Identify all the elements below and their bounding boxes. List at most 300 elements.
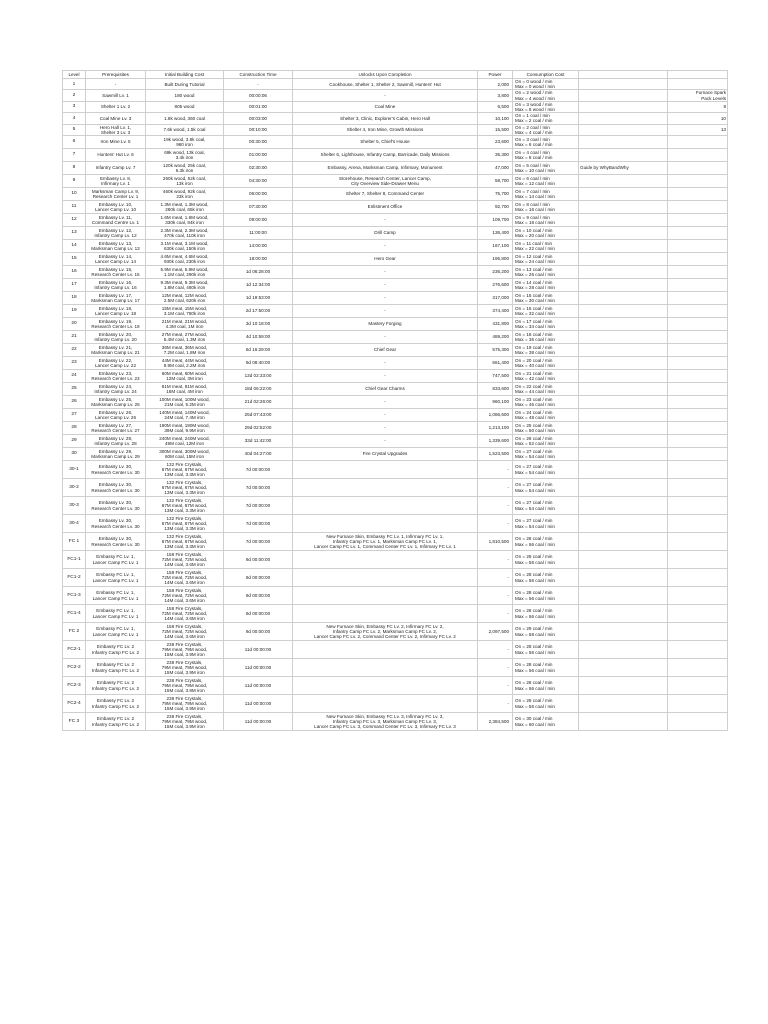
cell-construction-time: 9d 00:00:00 xyxy=(224,551,293,569)
cell-construction-time: 18d 06:22:00 xyxy=(224,383,293,396)
cell-consumption: On = 27 coal / min Max = 54 coal / min xyxy=(513,448,579,461)
cell-prerequisites: Embassy Lv. 24, Infantry Camp Lv. 24 xyxy=(86,383,146,396)
cell-power: - xyxy=(478,479,513,497)
cell-level: 2 xyxy=(63,90,86,101)
cell-level: 10 xyxy=(63,188,86,201)
cell-power: 575,300 xyxy=(478,344,513,357)
cell-spark-pack xyxy=(668,292,728,305)
cell-building-cost: 44M meat, 44M wood, 8.9M coal, 2.2M iron xyxy=(146,357,224,370)
cell-building-cost: 238 Fire Crystals, 79M meat, 79M wood, 15M coal, 3.9M iron xyxy=(146,641,224,659)
cell-prerequisites: Embassy Lv. 11, Command Centre Lv. 1 xyxy=(86,214,146,227)
cell-prerequisites: Hero Hall Lv. 1, Shelter 3 Lv. 3 xyxy=(86,124,146,135)
cell-power: 833,600 xyxy=(478,383,513,396)
cell-construction-time: 7d 00:00:00 xyxy=(224,479,293,497)
cell-prerequisites: Embassy Lv. 18, Lancer Camp Lv. 18 xyxy=(86,305,146,318)
cell-notes xyxy=(579,569,668,587)
cell-level: 3 xyxy=(63,101,86,112)
cell-building-cost: 2.3M meat, 2.3M wood, 470k coal, 110k iron xyxy=(146,227,224,240)
cell-construction-time: 6d 16:29:00 xyxy=(224,344,293,357)
cell-construction-time: 13d 02:33:00 xyxy=(224,370,293,383)
cell-unlocks: Cookhouse, Shelter 1, Shelter 2, Sawmill, Hunters' Hut xyxy=(293,79,478,90)
table-row xyxy=(63,201,728,214)
cell-spark-pack xyxy=(668,318,728,331)
cell-power: 2,097,500 xyxy=(478,623,513,641)
table-row xyxy=(63,214,728,227)
table-row xyxy=(63,79,728,90)
table-row xyxy=(63,253,728,266)
cell-building-cost: 7.6k wood, 1.5k coal xyxy=(146,124,224,135)
header-consumption-cost: Consumption Cost xyxy=(513,71,579,79)
table-row xyxy=(63,695,728,713)
header-prerequisites: Prerequisites xyxy=(86,71,146,79)
cell-spark-pack xyxy=(668,175,728,188)
cell-power: 35,300 xyxy=(478,149,513,162)
cell-construction-time: 9d 08:40:00 xyxy=(224,357,293,370)
cell-spark-pack xyxy=(668,713,728,731)
cell-spark-pack xyxy=(668,162,728,175)
table-row xyxy=(63,515,728,533)
table-row xyxy=(63,162,728,175)
cell-unlocks xyxy=(293,515,478,533)
cell-consumption: On = 8 coal / min Max = 16 coal / min xyxy=(513,201,579,214)
cell-unlocks: - xyxy=(293,409,478,422)
cell-unlocks: - xyxy=(293,357,478,370)
cell-unlocks: - xyxy=(293,266,478,279)
cell-consumption: On = 10 coal / min Max = 20 coal / min xyxy=(513,227,579,240)
cell-consumption: On = 28 coal / min Max = 56 coal / min xyxy=(513,677,579,695)
cell-consumption: On = 19 coal / min Max = 38 coal / min xyxy=(513,344,579,357)
cell-level: 8 xyxy=(63,162,86,175)
cell-spark-pack xyxy=(668,515,728,533)
cell-unlocks: - xyxy=(293,305,478,318)
cell-construction-time: 00:10:00 xyxy=(224,124,293,135)
cell-notes xyxy=(579,344,668,357)
cell-spark-pack xyxy=(668,641,728,659)
cell-construction-time: 21d 02:26:00 xyxy=(224,396,293,409)
table-row xyxy=(63,227,728,240)
cell-prerequisites: Embassy FC Lv. 2 Infantry Camp FC Lv. 2 xyxy=(86,677,146,695)
cell-power: 167,100 xyxy=(478,240,513,253)
cell-building-cost: 60M meat, 60M wood, 12M coal, 3M iron xyxy=(146,370,224,383)
cell-consumption: On = 15 coal / min Max = 30 coal / min xyxy=(513,292,579,305)
table-row xyxy=(63,551,728,569)
cell-notes xyxy=(579,318,668,331)
cell-spark-pack xyxy=(668,383,728,396)
cell-prerequisites: Hunters' Hut Lv. 6 xyxy=(86,149,146,162)
cell-level: 20 xyxy=(63,318,86,331)
cell-building-cost: 1.3M meat, 1.3M wood, 260k coal, 65k iron xyxy=(146,201,224,214)
cell-level: 4 xyxy=(63,113,86,124)
cell-unlocks xyxy=(293,551,478,569)
cell-unlocks: - xyxy=(293,422,478,435)
table-row xyxy=(63,101,728,112)
cell-level: 25 xyxy=(63,383,86,396)
cell-prerequisites: Embassy Lv. 17, Marksman Camp Lv. 17 xyxy=(86,292,146,305)
cell-prerequisites: Embassy Lv. 30, Research Center Lv. 30 xyxy=(86,461,146,479)
cell-consumption: On = 28 coal / min Max = 56 coal / min xyxy=(513,551,579,569)
cell-spark-pack xyxy=(668,435,728,448)
cell-spark-pack xyxy=(668,497,728,515)
cell-building-cost: 132 Fire Crystals, 67M meat, 67M wood, 13M coal, 3.3M iron xyxy=(146,533,224,551)
cell-building-cost: 238 Fire Crystals, 79M meat, 79M wood, 15M coal, 3.9M iron xyxy=(146,677,224,695)
cell-unlocks: Coal Mine xyxy=(293,101,478,112)
cell-spark-pack xyxy=(668,623,728,641)
table-row xyxy=(63,318,728,331)
cell-prerequisites: Embassy Lv. 14, Lancer Camp Lv. 14 xyxy=(86,253,146,266)
cell-spark-pack xyxy=(668,188,728,201)
cell-prerequisites: Embassy Lv. 8, Infirmary Lv. 1 xyxy=(86,175,146,188)
cell-power: 15,500 xyxy=(478,124,513,135)
cell-unlocks: Shelter 3, Clinic, Explorer's Cabin, Hero Hall xyxy=(293,113,478,124)
cell-notes xyxy=(579,479,668,497)
cell-spark-pack xyxy=(668,677,728,695)
cell-prerequisites: Embassy Lv. 12, Infantry Camp Lv. 12 xyxy=(86,227,146,240)
cell-spark-pack xyxy=(668,240,728,253)
cell-prerequisites: Embassy FC Lv. 2 Infantry Camp FC Lv. 2 xyxy=(86,659,146,677)
table-row xyxy=(63,623,728,641)
cell-prerequisites: Marksman Camp Lv. 9, Research Center Lv. 1 xyxy=(86,188,146,201)
cell-level: 16 xyxy=(63,266,86,279)
cell-unlocks: Enlistment Office xyxy=(293,201,478,214)
cell-unlocks: - xyxy=(293,435,478,448)
table-row xyxy=(63,396,728,409)
cell-power: 6,500 xyxy=(478,101,513,112)
cell-unlocks: New Furnace Skin, Embassy FC Lv. 2, Infirmary FC Lv. 2, Infantry Camp FC Lv. 2, Marksman Camp FC Lv. 2, Lancer Camp FC Lv. 2, Command Center FC Lv. 2, Infirmary FC Lv. 2 xyxy=(293,623,478,641)
table-row xyxy=(63,292,728,305)
cell-notes xyxy=(579,136,668,149)
cell-power: 489,200 xyxy=(478,331,513,344)
cell-consumption: On = 3 wood / min Max = 6 wood / min xyxy=(513,101,579,112)
cell-level: FC2-3 xyxy=(63,677,86,695)
cell-construction-time: 00:30:00 xyxy=(224,136,293,149)
cell-level: 19 xyxy=(63,305,86,318)
cell-notes xyxy=(579,101,668,112)
cell-unlocks xyxy=(293,587,478,605)
cell-consumption: On = 21 coal / min Max = 42 coal / min xyxy=(513,370,579,383)
cell-notes xyxy=(579,240,668,253)
cell-unlocks: Drill Camp xyxy=(293,227,478,240)
cell-power: 960,100 xyxy=(478,396,513,409)
cell-consumption: On = 28 coal / min Max = 56 coal / min xyxy=(513,605,579,623)
cell-power: 136,400 xyxy=(478,227,513,240)
cell-notes xyxy=(579,533,668,551)
cell-building-cost: 158 Fire Crystals, 72M meat, 72M wood, 14M coal, 3.6M iron xyxy=(146,569,224,587)
cell-unlocks: - xyxy=(293,90,478,101)
cell-notes xyxy=(579,422,668,435)
table-row xyxy=(63,641,728,659)
cell-consumption: On = 20 coal / min Max = 40 coal / min xyxy=(513,357,579,370)
cell-building-cost: 180 wood xyxy=(146,90,224,101)
cell-consumption: On = 4 coal / min Max = 8 coal / min xyxy=(513,149,579,162)
cell-consumption: On = 3 coal / min Max = 6 coal / min xyxy=(513,136,579,149)
cell-power: 47,000 xyxy=(478,162,513,175)
cell-building-cost: 5.9M meat, 5.9M wood, 1.1M coal, 290k iron xyxy=(146,266,224,279)
cell-construction-time: 11:00:00 xyxy=(224,227,293,240)
table-row xyxy=(63,448,728,461)
table-row xyxy=(63,659,728,677)
table-row xyxy=(63,124,728,135)
cell-prerequisites: Embassy Lv. 16, Infantry Camp Lv. 16 xyxy=(86,279,146,292)
cell-prerequisites: Embassy Lv. 21, Marksman Camp Lv. 21 xyxy=(86,344,146,357)
cell-building-cost: 15M meat, 15M wood, 3.1M coal, 780k iron xyxy=(146,305,224,318)
cell-level: 21 xyxy=(63,331,86,344)
table-row xyxy=(63,383,728,396)
cell-construction-time: 00:00:06 xyxy=(224,90,293,101)
cell-level: 15 xyxy=(63,253,86,266)
cell-unlocks: - xyxy=(293,331,478,344)
cell-notes xyxy=(579,641,668,659)
cell-prerequisites: Shelter 1 Lv. 2 xyxy=(86,101,146,112)
cell-unlocks: - xyxy=(293,279,478,292)
cell-level: FC1-4 xyxy=(63,605,86,623)
cell-prerequisites: Embassy Lv. 13, Marksman Camp Lv. 13 xyxy=(86,240,146,253)
header-initial-building-cost: Initial Building Cost xyxy=(146,71,224,79)
cell-notes xyxy=(579,551,668,569)
cell-building-cost: 190M meat, 190M wood, 39M coal, 9.9M iron xyxy=(146,422,224,435)
cell-prerequisites: Embassy Lv. 15, Research Center Lv. 15 xyxy=(86,266,146,279)
cell-power: 2,000 xyxy=(478,79,513,90)
cell-prerequisites: Embassy FC Lv. 1, Lancer Camp FC Lv. 1 xyxy=(86,605,146,623)
cell-level: 12 xyxy=(63,214,86,227)
cell-power: 1,523,500 xyxy=(478,448,513,461)
cell-prerequisites: Embassy Lv. 30, Research Center Lv. 30 xyxy=(86,515,146,533)
cell-building-cost: 132 Fire Crystals, 67M meat, 67M wood, 13M coal, 3.3M iron xyxy=(146,515,224,533)
cell-power: - xyxy=(478,677,513,695)
table-row xyxy=(63,136,728,149)
cell-power: - xyxy=(478,461,513,479)
cell-spark-pack xyxy=(668,569,728,587)
cell-spark-pack xyxy=(668,266,728,279)
cell-prerequisites: Embassy Lv. 30, Research Center Lv. 30 xyxy=(86,479,146,497)
cell-building-cost: 21M meat, 21M wood, 4.3M coal, 1M iron xyxy=(146,318,224,331)
cell-unlocks xyxy=(293,461,478,479)
cell-level: 30-2 xyxy=(63,479,86,497)
cell-construction-time: 07:30:00 xyxy=(224,201,293,214)
cell-construction-time: 7d 00:00:00 xyxy=(224,497,293,515)
cell-power: 3,800 xyxy=(478,90,513,101)
spreadsheet xyxy=(62,70,728,731)
cell-level: 14 xyxy=(63,240,86,253)
cell-prerequisites: Embassy Lv. 29, Marksman Camp Lv. 29 xyxy=(86,448,146,461)
table-row xyxy=(63,331,728,344)
cell-spark-pack xyxy=(668,136,728,149)
cell-consumption: On = 9 coal / min Max = 18 coal / min xyxy=(513,214,579,227)
cell-construction-time: 1d 06:28:00 xyxy=(224,266,293,279)
table-row xyxy=(63,605,728,623)
cell-building-cost: 4.6M meat, 4.6M wood, 930k coal, 230k iron xyxy=(146,253,224,266)
table-row xyxy=(63,344,728,357)
cell-consumption: On = 2 wood / min Max = 4 wood / min xyxy=(513,90,579,101)
cell-prerequisites: Embassy FC Lv. 2 Infantry Camp FC Lv. 2 xyxy=(86,641,146,659)
cell-level: FC2-2 xyxy=(63,659,86,677)
cell-level: FC 3 xyxy=(63,713,86,731)
cell-construction-time: 9d 00:00:00 xyxy=(224,587,293,605)
cell-notes xyxy=(579,695,668,713)
cell-notes xyxy=(579,497,668,515)
cell-notes xyxy=(579,266,668,279)
cell-notes xyxy=(579,113,668,124)
cell-building-cost: 158 Fire Crystals, 72M meat, 72M wood, 14M coal, 3.6M iron xyxy=(146,587,224,605)
cell-prerequisites: Embassy FC Lv. 2 Infantry Camp FC Lv. 2 xyxy=(86,695,146,713)
cell-building-cost: 120k wood, 25k coal, 6.3k iron xyxy=(146,162,224,175)
cell-power: 2,384,500 xyxy=(478,713,513,731)
table-row xyxy=(63,305,728,318)
cell-level: FC 1 xyxy=(63,533,86,551)
cell-power: 1,213,100 xyxy=(478,422,513,435)
cell-notes: Guide by WhyBandWhy xyxy=(579,162,668,175)
cell-building-cost: 81M meat, 81M wood, 16M coal, 4M iron xyxy=(146,383,224,396)
cell-power: - xyxy=(478,659,513,677)
cell-building-cost: 1.6M meat, 1.6M wood, 330k coal, 84k iron xyxy=(146,214,224,227)
cell-construction-time: 4d 10:59:00 xyxy=(224,331,293,344)
cell-power: 58,700 xyxy=(478,175,513,188)
cell-power: - xyxy=(478,515,513,533)
cell-level: 1 xyxy=(63,79,86,90)
cell-power: - xyxy=(478,569,513,587)
cell-notes xyxy=(579,188,668,201)
cell-spark-pack xyxy=(668,357,728,370)
cell-level: 6 xyxy=(63,136,86,149)
cell-level: 11 xyxy=(63,201,86,214)
cell-unlocks: New Furnace Skin, Embassy FC Lv. 3, Infirmary FC Lv. 3, Infantry Camp FC Lv. 3, Marksman Camp FC Lv. 3, Lancer Camp FC Lv. 3, Command Center FC Lv. 3, Infirmary FC Lv. 3 xyxy=(293,713,478,731)
cell-unlocks: - xyxy=(293,292,478,305)
cell-consumption: On = 28 coal / min Max = 56 coal / min xyxy=(513,659,579,677)
cell-spark-pack xyxy=(668,344,728,357)
cell-notes xyxy=(579,79,668,90)
cell-construction-time: 9d 00:00:00 xyxy=(224,569,293,587)
cell-notes xyxy=(579,677,668,695)
cell-spark-pack xyxy=(668,659,728,677)
cell-building-cost: 238 Fire Crystals, 79M meat, 79M wood, 15M coal, 3.9M iron xyxy=(146,695,224,713)
cell-power: 1,086,600 xyxy=(478,409,513,422)
cell-level: 17 xyxy=(63,279,86,292)
cell-prerequisites: Sawmill Lv. 1 xyxy=(86,90,146,101)
cell-notes xyxy=(579,435,668,448)
cell-consumption: On = 28 coal / min Max = 56 coal / min xyxy=(513,695,579,713)
cell-notes xyxy=(579,201,668,214)
cell-spark-pack xyxy=(668,227,728,240)
table-row xyxy=(63,461,728,479)
cell-construction-time: 18:00:00 xyxy=(224,253,293,266)
cell-unlocks: Shelter 6, Lighthouse, Infantry Camp, Barricade, Daily Missions xyxy=(293,149,478,162)
cell-building-cost: 240M meat, 240M wood, 49M coal, 12M iron xyxy=(146,435,224,448)
cell-prerequisites: Embassy FC Lv. 1, Lancer Camp FC Lv. 1 xyxy=(86,587,146,605)
cell-unlocks: Chief Gear xyxy=(293,344,478,357)
cell-notes xyxy=(579,175,668,188)
cell-unlocks: Shelter 7, Shelter 8, Command Center xyxy=(293,188,478,201)
table-row xyxy=(63,713,728,731)
cell-level: 18 xyxy=(63,292,86,305)
cell-power: - xyxy=(478,497,513,515)
cell-construction-time: 29d 02:52:00 xyxy=(224,422,293,435)
cell-construction-time: 09:00:00 xyxy=(224,214,293,227)
cell-level: 28 xyxy=(63,422,86,435)
cell-building-cost: 158 Fire Crystals, 72M meat, 72M wood, 14M coal, 3.6M iron xyxy=(146,605,224,623)
cell-spark-pack xyxy=(668,253,728,266)
cell-prerequisites: Embassy FC Lv. 1, Lancer Camp FC Lv. 1 xyxy=(86,569,146,587)
cell-unlocks xyxy=(293,479,478,497)
cell-prerequisites: Embassy FC Lv. 2 Infantry Camp FC Lv. 2 xyxy=(86,713,146,731)
cell-construction-time: 02:30:00 xyxy=(224,162,293,175)
cell-notes xyxy=(579,515,668,533)
cell-spark-pack xyxy=(668,331,728,344)
cell-level: 30 xyxy=(63,448,86,461)
cell-notes xyxy=(579,214,668,227)
cell-consumption: On = 12 coal / min Max = 24 coal / min xyxy=(513,253,579,266)
cell-consumption: On = 24 coal / min Max = 48 coal / min xyxy=(513,409,579,422)
cell-building-cost: 9.3M meat, 9.3M wood, 1.8M coal, 460k iron xyxy=(146,279,224,292)
cell-unlocks xyxy=(293,569,478,587)
cell-unlocks: - xyxy=(293,240,478,253)
cell-consumption: On = 22 coal / min Max = 44 coal / min xyxy=(513,383,579,396)
cell-notes xyxy=(579,253,668,266)
table-row xyxy=(63,175,728,188)
cell-building-cost: 27M meat, 27M wood, 5.4M coal, 1.3M iron xyxy=(146,331,224,344)
cell-building-cost: 158 Fire Crystals, 72M meat, 72M wood, 14M coal, 3.6M iron xyxy=(146,623,224,641)
cell-construction-time: 33d 11:42:00 xyxy=(224,435,293,448)
cell-power: 1,810,500 xyxy=(478,533,513,551)
cell-prerequisites: Embassy Lv. 10, Lancer Camp Lv. 10 xyxy=(86,201,146,214)
cell-level: 26 xyxy=(63,396,86,409)
header-level: Level xyxy=(63,71,86,79)
cell-construction-time: 1d 12:34:00 xyxy=(224,279,293,292)
cell-notes xyxy=(579,305,668,318)
cell-building-cost: Built During Tutorial xyxy=(146,79,224,90)
cell-spark-pack xyxy=(668,695,728,713)
cell-notes xyxy=(579,409,668,422)
cell-consumption: On = 7 coal / min Max = 14 coal / min xyxy=(513,188,579,201)
cell-construction-time: 1d 19:53:00 xyxy=(224,292,293,305)
cell-construction-time: 11d 00:00:00 xyxy=(224,713,293,731)
table-row xyxy=(63,479,728,497)
cell-power: 10,100 xyxy=(478,113,513,124)
cell-level: 22 xyxy=(63,344,86,357)
cell-notes xyxy=(579,396,668,409)
cell-level: 29 xyxy=(63,435,86,448)
cell-construction-time: 11d 00:00:00 xyxy=(224,695,293,713)
cell-prerequisites: Embassy Lv. 19, Research Center Lv. 19 xyxy=(86,318,146,331)
cell-power: 236,200 xyxy=(478,266,513,279)
cell-construction-time: 04:30:00 xyxy=(224,175,293,188)
cell-notes xyxy=(579,605,668,623)
cell-level: FC1-1 xyxy=(63,551,86,569)
cell-power: - xyxy=(478,605,513,623)
cell-unlocks: Storehouse, Research Center, Lancer Camp, City Overview Side-Drawer Menu xyxy=(293,175,478,188)
header-blank-1 xyxy=(579,71,668,79)
cell-prerequisites: Embassy Lv. 20, Infantry Camp Lv. 20 xyxy=(86,331,146,344)
cell-unlocks xyxy=(293,677,478,695)
cell-spark-pack xyxy=(668,214,728,227)
cell-unlocks: - xyxy=(293,370,478,383)
cell-notes xyxy=(579,357,668,370)
cell-spark-pack: 8 xyxy=(668,101,728,112)
cell-notes xyxy=(579,124,668,135)
cell-prerequisites: Embassy FC Lv. 1, Lancer Camp FC Lv. 1 xyxy=(86,623,146,641)
cell-construction-time: 9d 00:00:00 xyxy=(224,605,293,623)
cell-unlocks: Chief Gear Charms xyxy=(293,383,478,396)
cell-unlocks: Hero Gear xyxy=(293,253,478,266)
cell-notes xyxy=(579,227,668,240)
cell-power: 23,600 xyxy=(478,136,513,149)
cell-spark-pack xyxy=(668,396,728,409)
cell-unlocks: Shelter 5, Chief's House xyxy=(293,136,478,149)
header-row xyxy=(63,71,728,79)
table-row xyxy=(63,279,728,292)
table-row xyxy=(63,188,728,201)
cell-building-cost: 132 Fire Crystals, 67M meat, 67M wood, 13M coal, 3.3M iron xyxy=(146,479,224,497)
cell-unlocks: Shelter 4, Iron Mine, Growth Missions xyxy=(293,124,478,135)
cell-power: 374,400 xyxy=(478,305,513,318)
